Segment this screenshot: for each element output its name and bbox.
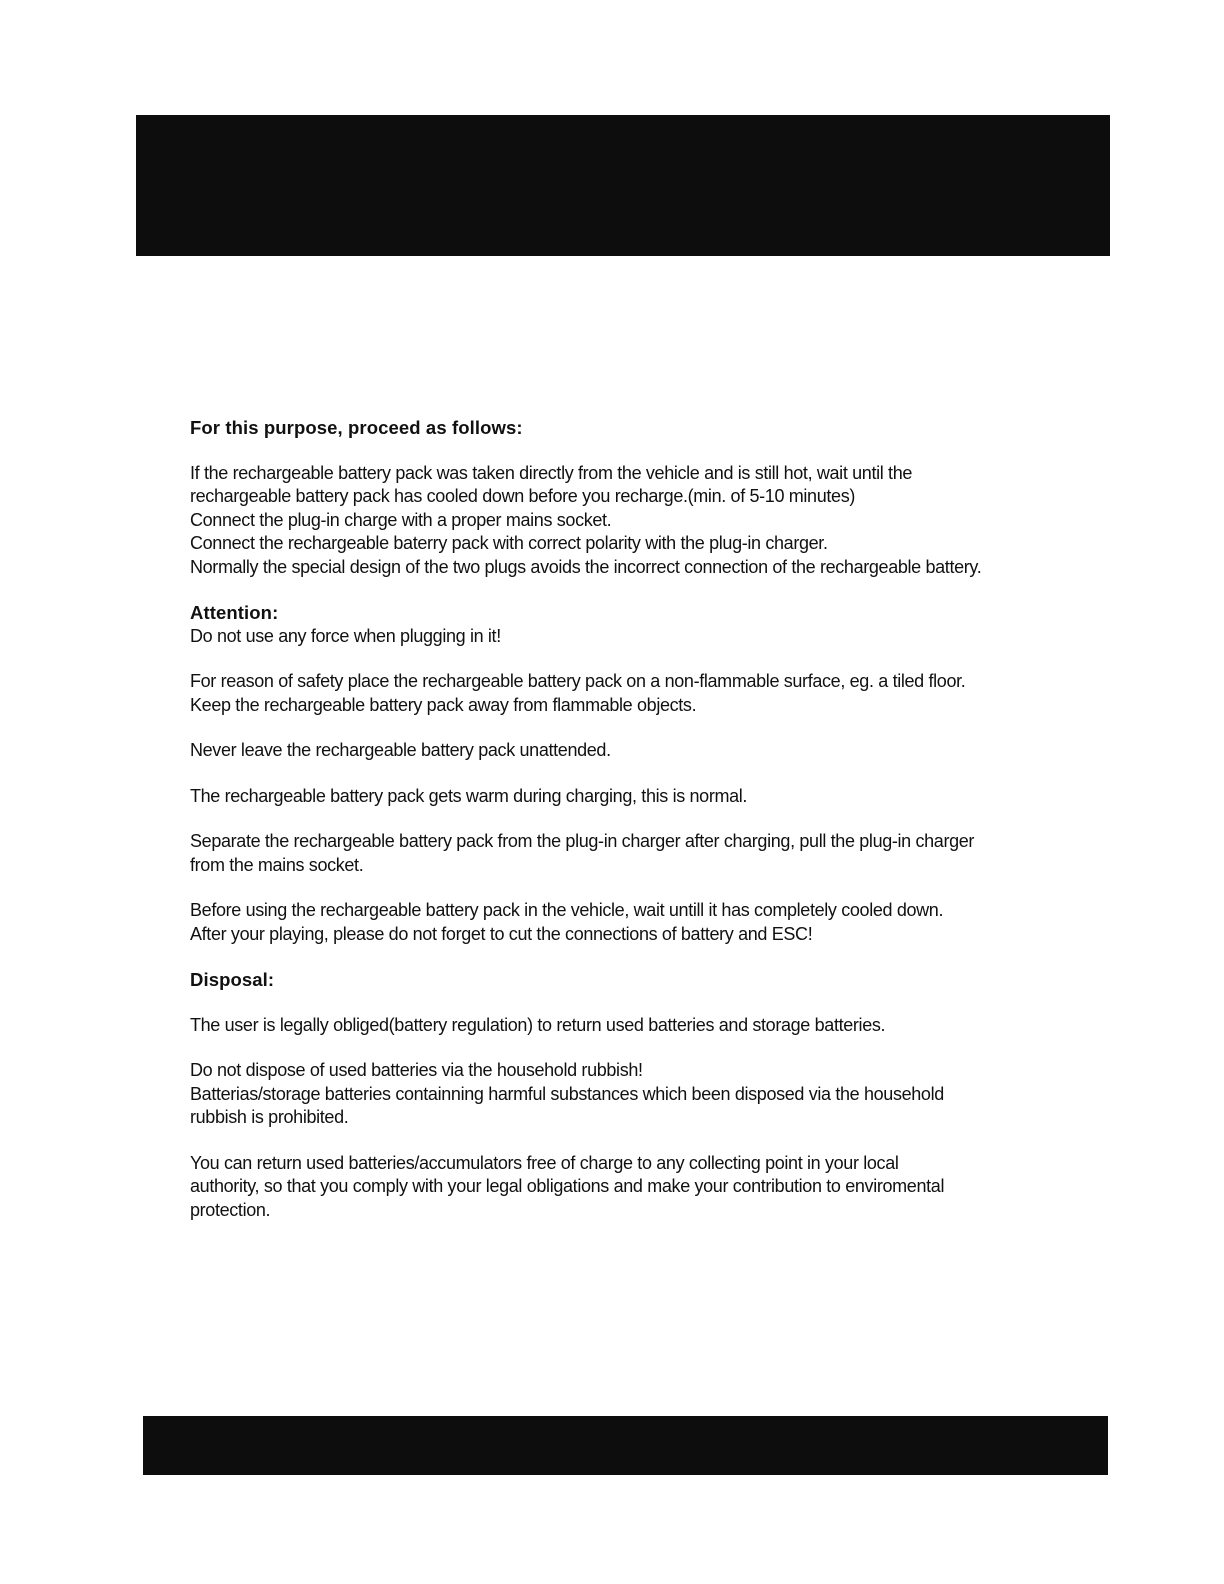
header-black-bar — [136, 115, 1110, 256]
paragraph-line: For reason of safety place the rechargeable battery pack on a non-flammable surface, eg. a tiled floor. — [190, 671, 966, 691]
procedure-heading: For this purpose, proceed as follows: — [190, 417, 523, 438]
paragraph-line: protection. — [190, 1199, 271, 1220]
attention-safety — [190, 670, 1090, 717]
disposal-legal: The user is legally obliged(battery regulation) to return used batteries and storage batteries. — [190, 1014, 886, 1035]
paragraph-line: You can return used batteries/accumulators free of charge to any collecting point in your local — [190, 1152, 899, 1173]
attention-separate — [190, 830, 1090, 877]
paragraph-line: Separate the rechargeable battery pack from the plug-in charger after charging, pull the plug-in charger — [190, 831, 975, 851]
paragraph-line: Batterias/storage batteries containning harmful substances which been disposed via the household — [190, 1083, 944, 1104]
paragraph-line: from the mains socket. — [190, 854, 364, 875]
paragraph-line: authority, so that you comply with your legal obligations and make your contribution to enviromental — [190, 1176, 945, 1196]
procedure-line: Connect the rechargeable baterry pack with correct polarity with the plug-in charger. — [190, 533, 828, 553]
procedure-line: If the rechargeable battery pack was taken directly from the vehicle and is still hot, wait until the — [190, 462, 913, 483]
paragraph-line: Before using the rechargeable battery pack in the vehicle, wait untill it has completely cooled down. — [190, 900, 944, 920]
attention-warm: The rechargeable battery pack gets warm during charging, this is normal. — [190, 785, 748, 806]
paragraph-line: Keep the rechargeable battery pack away from flammable objects. — [190, 694, 697, 715]
document-body — [190, 416, 1090, 1222]
paragraph-line: rubbish is prohibited. — [190, 1107, 349, 1127]
attention-cool — [190, 899, 1090, 946]
attention-unattended: Never leave the rechargeable battery pack unattended. — [190, 740, 611, 760]
footer-black-bar — [143, 1416, 1108, 1475]
attention-heading: Attention: — [190, 602, 279, 623]
procedure-line: rechargeable battery pack has cooled down before you recharge.(min. of 5-10 minutes) — [190, 486, 855, 506]
disposal-household — [190, 1059, 1090, 1130]
paragraph-line: Do not dispose of used batteries via the household rubbish! — [190, 1060, 643, 1080]
procedure-line: Connect the plug-in charge with a proper mains socket. — [190, 509, 612, 530]
disposal-heading: Disposal: — [190, 969, 275, 990]
procedure-line: Normally the special design of the two plugs avoids the incorrect connection of the rechargeable battery. — [190, 556, 982, 577]
procedure-section — [190, 462, 1090, 580]
paragraph-line: After your playing, please do not forget to cut the connections of battery and ESC! — [190, 923, 813, 944]
disposal-return — [190, 1152, 1090, 1223]
attention-force: Do not use any force when plugging in it! — [190, 625, 501, 646]
